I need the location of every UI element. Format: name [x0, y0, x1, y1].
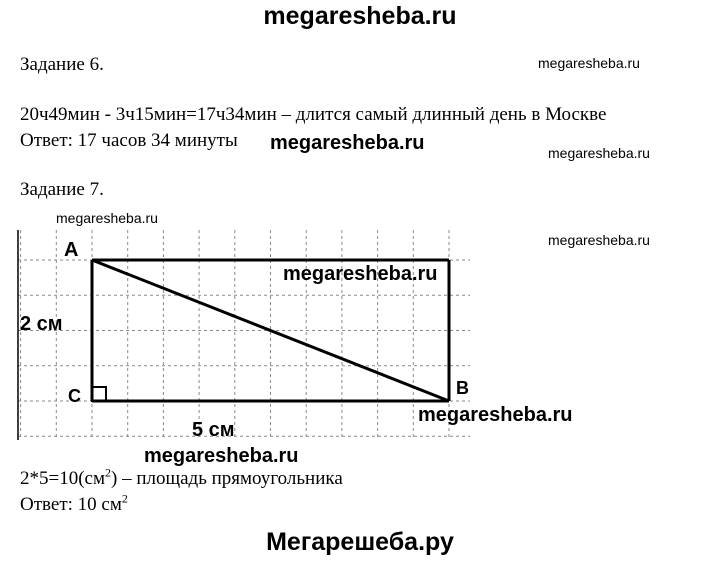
height-label: 2 см	[20, 313, 63, 335]
watermark: megaresheba.ru	[270, 132, 425, 154]
vertex-label-b: B	[456, 378, 469, 398]
task7-calculation: $2*5=10(см^2)$ – площадь прямоугольника	[20, 465, 343, 489]
watermark: megaresheba.ru	[283, 263, 438, 285]
footer-title: Мегарешеба.ру	[266, 528, 454, 556]
rectangle-diagram	[0, 222, 480, 447]
site-title: megaresheba.ru	[263, 2, 457, 30]
task7-heading: Задание 7.	[20, 179, 104, 200]
right-angle-marker	[92, 387, 106, 401]
vertex-label-c: C	[68, 386, 81, 406]
task6-equation: 20ч49мин - 3ч15мин=17ч34мин – длится самый длинный день в Москве	[20, 104, 607, 125]
task6-answer: Ответ: 17 часов 34 минуты	[20, 130, 238, 151]
task7-answer: Ответ: 10 $см^2$	[20, 491, 128, 515]
watermark: megaresheba.ru	[548, 232, 650, 248]
watermark: megaresheba.ru	[548, 145, 650, 161]
watermark: megaresheba.ru	[144, 445, 299, 467]
watermark: megaresheba.ru	[418, 404, 573, 426]
task6-heading: Задание 6.	[20, 54, 104, 75]
watermark: megaresheba.ru	[56, 210, 158, 226]
watermark: megaresheba.ru	[538, 55, 640, 71]
vertex-label-a: A	[64, 239, 79, 261]
width-label: 5 см	[192, 419, 235, 441]
